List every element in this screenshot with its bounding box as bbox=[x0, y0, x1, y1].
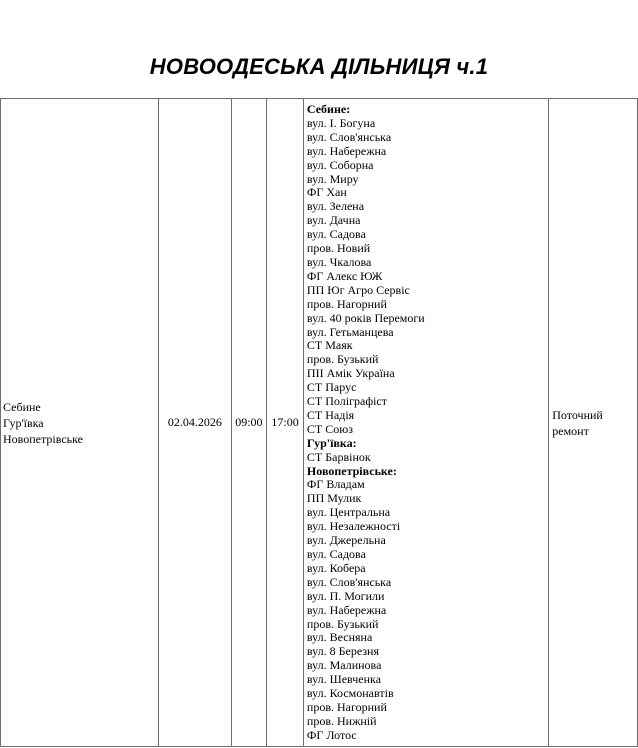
street-item: вул. Дачна bbox=[306, 213, 361, 228]
street-item: ПП Мулик bbox=[306, 491, 362, 506]
localities-cell bbox=[1, 99, 159, 747]
street-item: СТ Союз bbox=[306, 421, 353, 436]
street-item: вул. Чкалова bbox=[306, 254, 372, 269]
street-item: ПІІ Амік Україна bbox=[306, 366, 395, 381]
street-item: вул. Миру bbox=[306, 171, 359, 186]
street-item: вул. Садова bbox=[306, 547, 366, 561]
street-item: вул. Слов'янська bbox=[306, 129, 392, 144]
date-cell: 02.04.2026 bbox=[159, 99, 231, 747]
street-item: вул. Незалежності bbox=[306, 519, 401, 534]
street-item: вул. Кобера bbox=[306, 560, 366, 575]
street-item: ФГ Алекс ЮЖ bbox=[306, 268, 383, 283]
street-item: ФГ Владам bbox=[306, 477, 365, 492]
street-item: вул. Центральна bbox=[306, 505, 391, 520]
table-row bbox=[1, 99, 638, 747]
street-item: вул. 8 Березня bbox=[306, 644, 379, 659]
street-item: вул. Гетьманцева bbox=[306, 324, 394, 339]
street-item: ФГ Лотос bbox=[306, 727, 357, 742]
street-item: пров. Нагорний bbox=[306, 296, 387, 311]
end-time-cell: 17:00 bbox=[267, 99, 304, 747]
locality-heading: Гур'ївка: bbox=[306, 435, 357, 450]
locality-heading: Себине: bbox=[306, 102, 351, 116]
street-item: вул. Джерельна bbox=[306, 533, 386, 548]
street-item: вул. Набережна bbox=[306, 602, 387, 617]
street-item: вул. Зелена bbox=[306, 199, 365, 214]
locality-name: Гур'ївка bbox=[3, 415, 44, 430]
work-type-cell bbox=[549, 99, 638, 747]
street-item: вул. Соборна bbox=[306, 157, 374, 172]
street-item: вул. Весняна bbox=[306, 630, 373, 645]
streets-cell bbox=[303, 99, 548, 747]
street-item: вул. Набережна bbox=[306, 143, 387, 158]
street-item: вул. 40 років Перемоги bbox=[306, 310, 425, 325]
street-item: пров. Бузький bbox=[306, 352, 379, 367]
start-time-cell: 09:00 bbox=[231, 99, 267, 747]
locality-name: Новопетрівське bbox=[3, 431, 83, 446]
street-item: вул. Малинова bbox=[306, 658, 382, 673]
page-title: НОВООДЕСЬКА ДІЛЬНИЦЯ ч.1 bbox=[149, 54, 489, 79]
street-item: вул. П. Могили bbox=[306, 588, 385, 603]
street-item: СТ Надія bbox=[306, 407, 355, 422]
street-item: пров. Новий bbox=[306, 241, 371, 256]
street-item: пров. Нагорний bbox=[306, 699, 387, 714]
street-item: СТ Барвінок bbox=[306, 449, 371, 464]
street-item: вул. Садова bbox=[306, 227, 366, 242]
street-item: СТ Поліграфіст bbox=[306, 394, 387, 409]
outage-schedule-table bbox=[0, 98, 638, 747]
street-item: вул. Космонавтів bbox=[306, 686, 394, 701]
street-item: вул. Слов'янська bbox=[306, 574, 392, 589]
street-item: вул. Шевченка bbox=[306, 672, 382, 687]
street-item: ФГ Хан bbox=[306, 185, 347, 200]
locality-name: Себине bbox=[3, 399, 41, 414]
street-item: СТ Маяк bbox=[306, 338, 353, 353]
street-item: ПП Юг Агро Сервіс bbox=[306, 282, 410, 297]
street-item: СТ Парус bbox=[306, 380, 357, 395]
locality-heading: Новопетрівське: bbox=[306, 463, 397, 478]
street-item: пров. Нижній bbox=[306, 713, 377, 728]
street-item: пров. Бузький bbox=[306, 616, 379, 631]
street-item: вул. І. Богуна bbox=[306, 115, 376, 130]
work-type-text: Поточний ремонт bbox=[552, 407, 603, 438]
street-list bbox=[307, 103, 548, 743]
